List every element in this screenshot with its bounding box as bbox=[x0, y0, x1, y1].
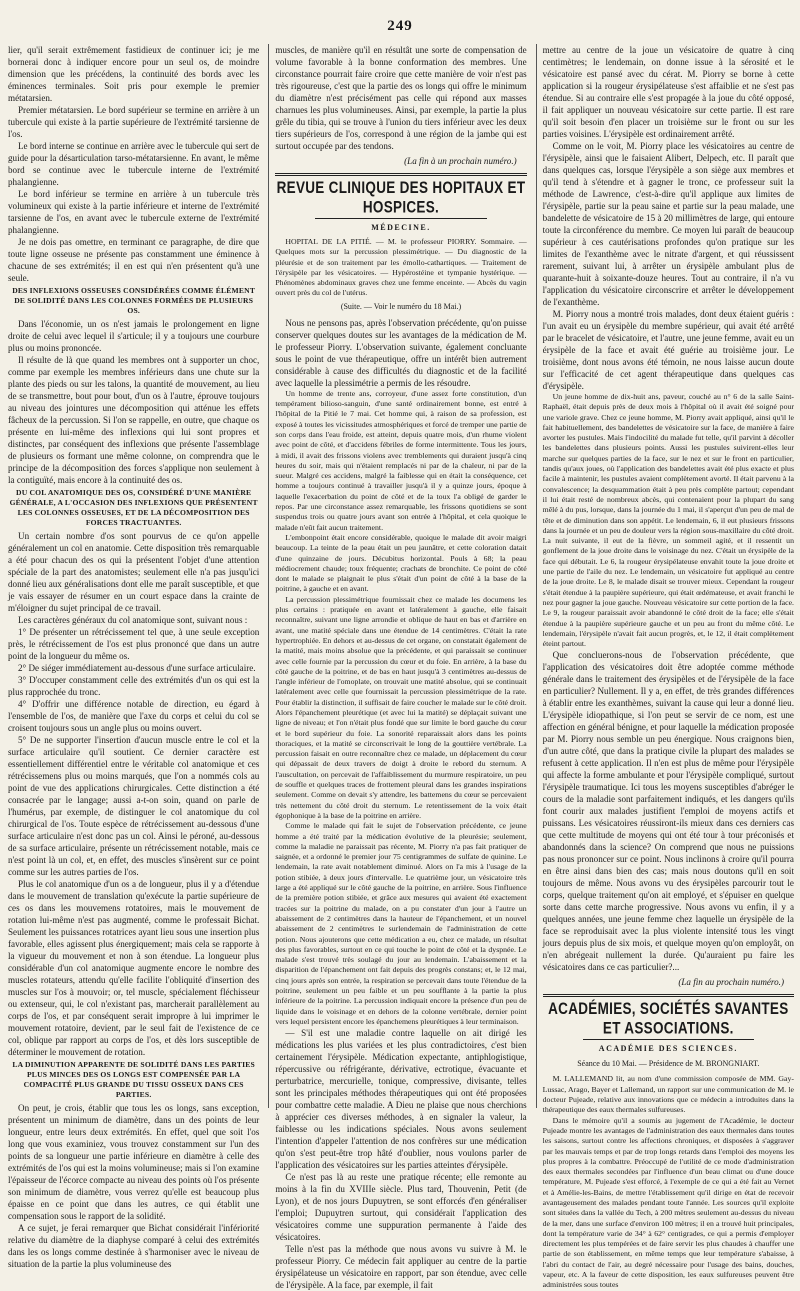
paragraph: A ce sujet, je ferai remarquer que Bichat considérait l'infériorité relative du diamètre de la diaphyse comparé à celui des extrémités dans les os longs comme destinée à s'harmoniser avec le niveau de situation de la partie la plus volumineuse des bbox=[8, 1223, 260, 1269]
section-subtitle: MÉDECINE. bbox=[371, 223, 431, 232]
paragraph: Nous ne pensons pas, après l'observation précédente, qu'on puisse conserver quelques doutes sur les avantages de la médication de M. le professeur Piorry. L'observation suivante, également concluante sous le point de vue thérapeutique, offre un intérêt bien autrement considérable à cause des difficultés du diagnostic et de la facilité avec laquelle la plessimétrie a permis de les résoudre. bbox=[275, 317, 527, 388]
paragraph: — S'il est une maladie contre laquelle on ait dirigé les médications les plus variées et les plus contradictoires, c'est bien certainement l'érysipèle. Médication expectante, antiphlogistique, répercussive ou réfrigérante, dérivative, ectrotique, évacuante et perturbatrice, mercurielle, tonique, compressive, divisante, telles sont les principales méthodes thérapeutiques qui ont été proposées pour combattre cette maladie. A Dieu ne plaise que nous cherchions à apprécier ces diverses méthodes, à en signaler la valeur, la faiblesse ou les indications spéciales. Nous avons seulement l'intention d'appeler l'attention de nos confrères sur une médication qu'on s'est peut-être trop hâté d'oublier, nous voulons parler de l'application des vésicatoires sur les parties atteintes d'érysipèle. bbox=[275, 1028, 527, 1171]
article-summary: HOPITAL DE LA PITIÉ. — M. le professeur PIORRY. Sommaire. — Quelques mots sur la percussion plessimétrique. — Du diagnostic de la pléurésie et de son traitement par les émollo-cathartiques. — Traitement de l'érysipèle par les vésicatoires. — Hypérostéine et tympanie hystérique. — Phénomènes abdominaux graves chez une femme enceinte. — Abcès du vagin ouvert près du col de l'utérus. bbox=[275, 237, 527, 298]
paragraph: muscles, de manière qu'il en résultât une sorte de compensation de volume favorable à la bonne conformation des membres. Une circonstance pourrait faire croire que cette manière de voir n'est pas très rigoureuse, c'est que la partie des os longs qui offre le minimum du diamètre n'est précisément pas celle qui répond aux masses charnues les plus volumineuses. Ainsi, par exemple, la partie la plus grêle du tibia, qui se trouve à l'union du tiers inférieur avec les deux tiers supérieurs de l'os, correspond à une région de la jambe qui est surtout occupée par des tendons. bbox=[275, 45, 527, 151]
section-subtitle: ACADÉMIE DES SCIENCES. bbox=[598, 1044, 738, 1054]
paragraph: Comme on le voit, M. Piorry place les vésicatoires au centre de l'érysipèle, ainsi que le faisaient Alibert, Delpech, etc. Il paraît que dans quelques cas, lorsque l'érysipèle a son siège aux membres et qu'il tend à s'étendre et à gagner le tronc, ce professeur suit la méthode de Lawrence, c'est-à-dire qu'il applique aux limites de l'érysipèle, partie sur la peau saine et partie sur la peau malade, une bandelette de vésicatoire de 15 à 20 millimètres de large, qui entoure toute la circonférence du membre. Ce moyen lui paraît de beaucoup supérieur à ces cautérisations profondes qu'on pratique sur les limites de l'exanthème avec le nitrate d'argent, et qui réussissent rarement, suivant lui, à arrêter un érysipèle ambulant plus de quarante-huit à soixante-douze heures. Tout au contraire, il n'a vu l'application du vésicatoire circonscrire et arrêter le développement de l'exanthème. bbox=[542, 141, 794, 307]
paragraph: Les caractères généraux du col anatomique sont, suivant nous : bbox=[18, 615, 248, 625]
paragraph: Je ne dois pas omettre, en terminant ce paragraphe, de dire que toute ligne osseuse ne présente pas constamment une éminence à chacune de ses extrémités; il en est qui n'en présentent qu'à une seule. bbox=[8, 237, 260, 283]
section-heading: DU COL ANATOMIQUE DES OS, CONSIDÉRÉ D'UNE MANIÈRE GÉNÉRALE, A L'OCCASION DES INFLEXIONS QUE PRÉSENTENT LES COLONNES OSSEUSES, ET DE LA DÉCOMPOSITION DES FORCES TRACTUANTES. bbox=[9, 488, 258, 527]
paragraph: Telle n'est pas la méthode que nous avons vu suivre à M. le professeur Piorry. Ce médecin fait appliquer au centre de la partie érysipélateuse un vésicatoire en rapport, par son étendue, avec celle de l'érysipèle. A la face, par exemple, il fait bbox=[275, 1244, 527, 1291]
paragraph: 3° D'occuper constamment celle des extrémités d'un os qui est la plus rapprochée du tronc. bbox=[8, 675, 260, 697]
paragraph: Que concluerons-nous de l'observation précédente, que l'application des vésicatoires doit être adoptée comme méthode générale dans le traitement des érysipèles et de l'érysipèle de la face en particulier? Nullement. Il y a, en effet, de très grandes différences à établir entre les exanthèmes, suivant la cause qui leur a donné lieu. L'érysipèle idiopathique, si l'on peut se servir de ce nom, est une affection en général bénigne, et pour laquelle la médication proposée par M. Piorry nous semble un peu énergique. Nous craignons bien, d'un autre côté, que dans la pratique civile la plupart des malades se refusent à cette application. Il n'en est plus de même pour l'érysipèle qui affecte la forme ambulante et pour l'érysipèle compliqué, surtout l'érysipèle traumatique. Ici tous les moyens susceptibles d'abréger le cours de la maladie sont parfaitement indiqués, et les dangers qu'ils font courir aux malades justifient l'emploi de moyens actifs et puissans. Les vésicatoires réussiront-ils mieux dans ces derniers cas que cette multitude de moyens qui ont été tour à tour préconisés et abandonnés dans la science? On comprend que nous ne puissions pas nous prononcer sur ce point. Nous inclinons à croire qu'il pourra en être ainsi dans bien des cas; mais nous doutons qu'il en soit toujours de même. Nous avons vu des érysipèles parcourir tout le corps, quelque traitement qu'on ait employé, et s'épuiser en quelque sorte dans cette marche progressive. Nous avons vu enfin, il y a quelques années, une jeune femme chez laquelle un érysipèle de la face se reproduisait avec la plus violente intensité tous les vingt jours depuis plus de six mois, et quelque moyen qu'on employât, on n'en abrégeait nullement la durée. Qu'auraient pu faire les vésicatoires dans ce cas particulier?... bbox=[542, 650, 794, 973]
case-paragraph: La percussion plessimétrique fournissait chez ce malade les documens les plus certains : pratiquée en avant et latéralement à gauche, elle faisait reconnaître, suivant une ligne arrondie et oblique de haut en bas et d'arrière en avant, une matité spéciale dans une étendue de 14 centimètres. C'était la rate hypertrophiée. En dehors et au-dessus de cet organe, on constatait également de la matité, mais moins absolue que la précédente, et qui paraissait se continuer avec celle fournie par la percussion du cœur et du foie. En arrière, à la base du côté gauche de la poitrine, et de bas en haut jusqu'à 3 centimètres au-dessus de l'angle inférieur de l'omoplate, on trouvait une matité absolue, qui se continuait latéralement avec celle que fournissait la percussion plessimétrique de la rate. Pour établir la distinction, il suffisait de faire coucher le malade sur le côté droit. Alors l'épanchement pleurétique (et avec lui la matité) se déplaçait suivant une ligne de niveau; et l'on n'était plus fondé que sur limite le bord gauche du cœur et le bord supérieur du foie. La sonorité reparaissait alors dans les points thoraciques, et la matité se circonscrivait le long de la gouttière vertébrale. La percussion faisait en outre reconnaître chez ce malade, un déplacement du cœur qui dépassait de deux travers de doigt à droite le rebord du sternum. A l'auscultation, on percevait de l'affaiblissement du murmure respiratoire, un peu de souffle et quelques traces de frottement pleural dans les grandes inspirations seulement. Comme on devait s'y attendre, les battemens du cœur se percevaient très nettement du côté droit du sternum. Le retentissement de la voix était égophonique à la base de la poitrine en arrière. bbox=[275, 594, 527, 820]
paragraph: mettre au centre de la joue un vésicatoire de quatre à cinq centimètres; le lendemain, on donne issue à la sérosité et le vésicatoire est pansé avec du cérat. M. Piorry se borne à cette application si la rougeur érysipélateuse s'est affaiblie et ne s'est pas étendue. Si au contraire elle s'est propagée à la joue du côté opposé, il fait appliquer un nouveau vésicatoire sur cette partie. Il est rare qu'il soit besoin d'en placer un troisième sur le front ou sur les parties voisines. L'érysipèle est ordinairement arrêté. bbox=[542, 45, 794, 139]
section-heading: LA DIMINUTION APPARENTE DE SOLIDITÉ DANS LES PARTIES PLUS MINCES DES OS LONGS EST COMPENSÉE PAR LA COMPACITÉ PLUS GRANDE DU TISSU OSSEUX DANS CES PARTIES. bbox=[12, 1060, 255, 1099]
page-number: 249 bbox=[387, 18, 413, 34]
case-paragraph: Un homme de trente ans, corroyeur, d'une assez forte constitution, d'un tempérament bilioso-sanguin, d'une santé ordinairement bonne, est entré à l'hôpital de la Pitié le 7 mai. Cet homme qui, à raison de sa profession, est exposé à toutes les vicissitudes atmosphériques et forcé de tremper une partie de son corps dans l'eau froide, est atteint, depuis quatre mois, d'un rhume violent avec point de côté, et d'accidens fébriles de forme intermittente. Tous les jours, à midi, il avait des frissons violens avec tremblements qui duraient jusqu'à cinq heures du soir, mais qui n'étaient remplacés ni par de la chaleur, ni par de la sueur. Malgré ces accidens, malgré la faiblesse qui en était la conséquence, cet homme a toujours continué à travailler jusqu'à il y a quinze jours, époque à laquelle l'exacerbation du point de côté et de la toux l'a obligé de garder le repos. Par une circonstance assez remarquable, les frissons quotidiens se sont suspendus trois ou quatre jours avant son entrée à l'hôpital, et cela quoique le malade n'eût fait aucun traitement. bbox=[275, 388, 527, 532]
paragraph: 1° De présenter un rétrécissement tel que, à une seule exception près, le rétrécissement de l'os est plus prononcé que dans un autre point de la longueur du même os. bbox=[8, 627, 260, 661]
case-paragraph: Comme le malade qui fait le sujet de l'observation précédente, ce jeune homme a été traité par la médication évolutive de la pleurésie; seulement, comme la maladie ne paraissait pas récente, M. Piorry n'a pas fait pratiquer de saignée, et a ordonné le premier jour 75 centigrammes de sulfate de quinine. Le lendemain, la rate avait notablement diminué. Alors on l'a mis à l'usage de la potion stibiée, à deux jours d'intervalle. Le quatrième jour, un vésicatoire très large a été appliqué sur le côté gauche de la poitrine, en arrière. Sous l'influence de la première potion stibiée, et grâce aux mesures qui avaient été exactement tracées sur la poitrine du malade, on a pu constater d'un jour à l'autre un abaissement de 2 centimètres dans la hauteur de l'épanchement, et un nouvel abaissement de 2 centimètres le surlendemain de l'administration de cette potion. Nous ajouterons que cette médication a eu, chez ce malade, un résultat des plus favorables, surtout en ce qui touche le point de côté et la dyspnée. Le malade s'est trouvé très soulagé du jour au lendemain. L'abaissement et la disparition de l'épanchement ont fait depuis des progrès constans; et, le 12 mai, cinq jours après son entrée, la respiration se percevait dans toute l'étendue de la poitrine, seulement un peu faible et un peu soufflante à la partie la plus inférieure de la poitrine. La percussion indiquait encore la présence d'un peu de liquide dans le voisinage et en dehors de la colonne vertébrale, dernier point vers lequel persistent encore les épanchemens pleurétiques à leur terminaison. bbox=[275, 821, 527, 1026]
session-note: Séance du 10 Mai. — Présidence de M. BRONGNIART. bbox=[577, 1059, 760, 1069]
column-right bbox=[536, 44, 794, 1290]
divider bbox=[275, 173, 526, 176]
paragraph: Plus le col anatomique d'un os a de longueur, plus il y a d'étendue dans le mouvement de translation qu'exécute la partie supérieure de ces os dans les mouvemens rotatoires, mais le mouvement de rotation lui-même n'est pas augmenté, comme le professait Bichat. Seulement les puissances rotatrices ayant lieu sous une insertion plus favorable, elles agissent plus énergiquement; mais cela se rapporte à la vigueur du mouvement et non à son étendue. La longueur plus considérable d'un col anatomique augmente encore le nombre des muscles rotateurs, attendu qu'elle facilite l'obliquité d'insertion des muscles sur l'os à mouvoir; or, tel muscle, spécialement fléchisseur ou extenseur, qui, le col n'existant pas, marcherait parallèlement au corps de l'os, et par conséquent serait impropre à lui imprimer le mouvement rotatoire, devient, par le seul fait de l'existence de ce col, oblique par rapport au corps de l'os, et dès lors susceptible de déterminer le mouvement de rotation. bbox=[8, 879, 260, 1057]
paragraph: Dans le mémoire qu'il a soumis au jugement de l'Académie, le docteur Pujeade montre les avantages de l'administration des eaux thermales dans toutes les saisons, surtout contre les affections chroniques, et disposées à s'aggraver par les mauvais temps et par de trop longs retards dans l'emploi des moyens les plus propres à la combattre. Préoccupé de l'utilité de ce mode d'administration des eaux thermales secondées par l'influence d'un beau climat ou d'une douce température, M. Pujeade s'est efforcé, à l'exemple de ce qui a été fait au Vernet et à Amélie-les-Bains, de mettre l'établissement qu'il dirige en état de recevoir avantageusement des malades pendant toute l'année. Les sources qu'il exploite sont situées dans la vallée du Tech, à 200 mètres seulement au-dessus du niveau de la mer, dans une surface d'environ 100 mètres; il en a trouvé huit principales, dont la température varie de 34° à 62° centigrades, ce qui a permis d'employer directement les plus tempérées et de faire servir les plus chaudes à chauffer une partie de son établissement, en même temps que leur température s'abaisse, à l'abri du contact de l'air, au degré nécessaire pour l'usage des bains, douches, vapeur, etc. A la faveur de cette disposition, les eaux sulfureuses peuvent être administrées sous toutes bbox=[542, 1115, 794, 1290]
column-left bbox=[8, 44, 260, 1269]
paragraph: Premier métatarsien. Le bord supérieur se termine en arrière à un tubercule qui existe à la partie supérieure de l'extrémité tarsienne de l'os. bbox=[8, 105, 260, 139]
paragraph: Un certain nombre d'os sont pourvus de ce qu'on appelle généralement un col en anatomie. Cette disposition très remarquable a été pour chacun des os qui la présentent l'objet d'une attention spéciale de la part des anatomistes; seulement elle n'a pas jusqu'ici donné lieu aux généralisations dont elle me paraît susceptible, et que je vais essayer de résumer en un court espace dans la crainte de m'éloigner du sujet principal de ce travail. bbox=[8, 531, 260, 613]
section-heading: DES INFLEXIONS OSSEUSES CONSIDÉRÉES COMME ÉLÉMENT DE SOLIDITÉ DANS LES COLONNES FORMÉES DE PLUSIEURS OS. bbox=[12, 286, 256, 315]
paragraph: Ce n'est pas là au reste une pratique récente; elle remonte au moins à la fin du XVIIIe siècle. Plus tard, Thouvenin, Petit (de Lyon), et de nos jours Dupuytren, se sont efforcés d'en généraliser l'emploi; Dupuytren surtout, qui considérait l'application des vésicatoires comme une suppuration permanente à l'aide des vésicatoires. bbox=[275, 1172, 527, 1243]
paragraph: M. Piorry nous a montré trois malades, dont deux étaient guéris : l'un avait eu un érysipèle du membre supérieur, qui avait été arrêté par le bracelet de vésicatoire, et l'autre, une jeune femme, avait eu un érysipèle de la face et avait été guérie au troisième jour. Le troisième, dont nous avons été témoin, ne nous laisse aucun doute sur l'efficacité de cet agent thérapeutique dans quelques cas d'érysipèle. bbox=[542, 309, 794, 391]
column-middle bbox=[268, 44, 527, 1291]
case-paragraph: L'embonpoint était encore considérable, quoique le malade dit avoir maigri beaucoup. La teinte de la peau était un peu jaunâtre, et cette coloration datait d'une quinzaine de jours. Décubitus horizontal. Pouls à 68; la peau médiocrement chaude; toux fréquente; crachats de bronchite. Ce point de côté dont le malade se plaignait le plus s'était d'un point de côté à la base de la poitrine, à gauche et en avant. bbox=[275, 532, 527, 594]
divider bbox=[315, 218, 486, 219]
paragraph: 4° D'offrir une différence notable de direction, eu égard à l'ensemble de l'os, de manière que l'axe du corps et celui du col se croisent toujours sous un angle plus ou moins ouvert. bbox=[8, 699, 260, 733]
paragraph: Dans l'économie, un os n'est jamais le prolongement en ligne droite de celui avec lequel il s'articule; il y a toujours une courbure plus ou moins prononcée. bbox=[8, 319, 260, 353]
section-title: ACADÉMIES, SOCIÉTÉS SAVANTES ET ASSOCIATIONS. bbox=[548, 1000, 789, 1038]
paragraph: On peut, je crois, établir que tous les os longs, sans exception, présentent un minimum de diamètre, dans un des points de leur longueur, entre leurs deux extrémités. En effet, quel que soit l'os long que vous examiniez, vous trouvez constamment sur l'un des points de sa longueur une partie inférieure en diamètre à celle des extrémités de l'os qui est la moins volumineuse; mais si l'on examine l'épaisseur de l'écorce compacte au niveau des points où l'os présente son minimum de diamètre, vous verrez qu'elle est beaucoup plus épaisse en ce point que dans les autres, ce qui établit une compensation sous le rapport de la solidité. bbox=[8, 1103, 260, 1221]
case-paragraph: Un jeune homme de dix-huit ans, paveur, couché au n° 6 de la salle Saint-Raphaël, était depuis près de deux mois à l'hôpital où il avait été soigné pour une variole grave. Chez ce jeune homme, M. Piorry avait appliqué, ainsi qu'il le fait habituellement, des bandelettes de vésicatoire sur la face, de manière à faire avorter les pustules. Mais l'indocilité du malade fut telle, qu'il parvint à décoller les bandelettes dans plusieurs points. Aussi les pustules suivirent-elles leur marche sur quelques parties de la face, sur le nez et sur le front en particulier, tandis qu'aux joues, où l'application des bandelettes avait été plus exacte et plus facile à maintenir, les pustules avaient complètement avorté. Il était parvenu à la convalescence; la desquammation était à peu près complète partout; cependant il lui était resté de nombreux abcès, qui contenaient pour la plupart du sang mêlé à du pus, lorsque, dans la journée du 1 mai, il s'aperçut d'un peu de mal de tête et de diminution dans son appétit. Le lendemain, 6, il eut plusieurs frissons dans la journée et un peu de douleur vers la région sous-maxillaire du côté droit. La nuit suivante, il eut de la fièvre, un sommeil agité, et il ressentit un gonflement de la joue droite dans le voisinage du nez. C'était un érysipèle de la face qui débutait. Le 6, la rougeur érysipélateuse envahit toute la joue droite et une partie de l'aile du nez. Le lendemain, un vésicatoire fut appliqué au centre de la joue droite. Le 8, le malade disait se trouver mieux. Cependant la rougeur s'était étendue à la paupière supérieure, qui était œdémateuse, et avait franchi le nez pour gagner la joue gauche. Nouveau vésicatoire sur cette portion de la face. Le 9, la rougeur paraissait avoir abandonné le côté droit de la face; elle s'était étendue à la paupière supérieure gauche et un peu au front du même côté. Le lendemain, l'érysipèle n'avait fait aucun progrès, et, le 12, il était complètement éteint partout. bbox=[542, 392, 794, 649]
paragraph: Le bord interne se continue en arrière avec le tubercule qui sert de guide pour la désarticulation tarso-métatarsienne. En avant, le même bord se continue avec le tubercule interne de l'extrémité phalangienne. bbox=[8, 141, 260, 187]
continued-note: (La fin au prochain numéro.) bbox=[678, 977, 784, 988]
paragraph: 2° De siéger immédiatement au-dessous d'une surface articulaire. bbox=[18, 663, 256, 673]
paragraph: 5° De ne supporter l'insertion d'aucun muscle entre le col et la surface articulaire qu'il soutient. Ce dernier caractère est essentiellement différentiel entre le véritable col anatomique et ces rétrécissemens plus ou moins marqués, que l'on a nommés cols au point de vue des applications chirurgicales. Cette distinction a été consacrée par le langage; aussi a-t-on soin, quand on parle de l'humérus, par exemple, de distinguer le col anatomique du col chirurgical de l'os. Toute espèce de rétrécissement au-dessous d'une surface articulaire n'est donc pas un col. Ainsi le péroné, au-dessous de sa surface articulaire, présente un rétrécissement notable, mais ce n'est point là un col, et, en effet, des muscles s'insèrent sur ce point comme sur les autres parties de l'os. bbox=[8, 735, 260, 877]
paragraph: Il résulte de là que quand les membres ont à supporter un choc, comme par exemple les membres inférieurs dans une chute sur la plante des pieds ou sur les talons, la quantité de mouvement, au lieu de se transmettre, bout pour bout, d'un os à l'autre, éprouve toujours au niveau des jointures une décomposition qui atténue les effets fâcheux de la percussion. Si l'on se rappelle, en outre, que chaque os présente en lui-même des inflexions qui lui sont propres et distinctes, par conséquent des inflexions que présente l'assemblage de plusieurs os formant une même colonne, on comprendra que le principe de la décomposition des forces s'applique non seulement à la contiguïté, mais encore à la continuité des os. bbox=[8, 355, 260, 485]
paragraph: Le bord inférieur se termine en arrière à un tubercule très volumineux qui existe à la partie inférieure et interne de l'extrémité tarsienne de l'os, en avant avec le tubercule externe de l'extrémité phalangienne. bbox=[8, 189, 260, 235]
continuation-note: (Suite. — Voir le numéro du 18 Mai.) bbox=[340, 301, 462, 311]
section-title: REVUE CLINIQUE DES HOPITAUX ET HOSPICES. bbox=[276, 178, 526, 216]
text-columns bbox=[8, 44, 794, 1291]
continued-note: (La fin à un prochain numéro.) bbox=[404, 156, 517, 166]
divider bbox=[543, 994, 794, 997]
divider bbox=[583, 1039, 754, 1040]
paragraph: M. LALLEMAND lit, au nom d'une commission composée de MM. Gay-Lussac, Arago, Bayer et Lallemand, un rapport sur une communication de M. le docteur Pujeade, relative aux innovations que ce médecin a introduites dans la thérapeutique des eaux thermales sulfureuses. bbox=[542, 1074, 794, 1115]
paragraph: lier, qu'il serait extrêmement fastidieux de continuer ici; je me bornerai donc à indiquer encore pour un seul os, de moindre dimension que les précédens, la continuité des bords avec les éminences terminales. Soit pris pour exemple le premier métatarsien. bbox=[8, 45, 260, 103]
